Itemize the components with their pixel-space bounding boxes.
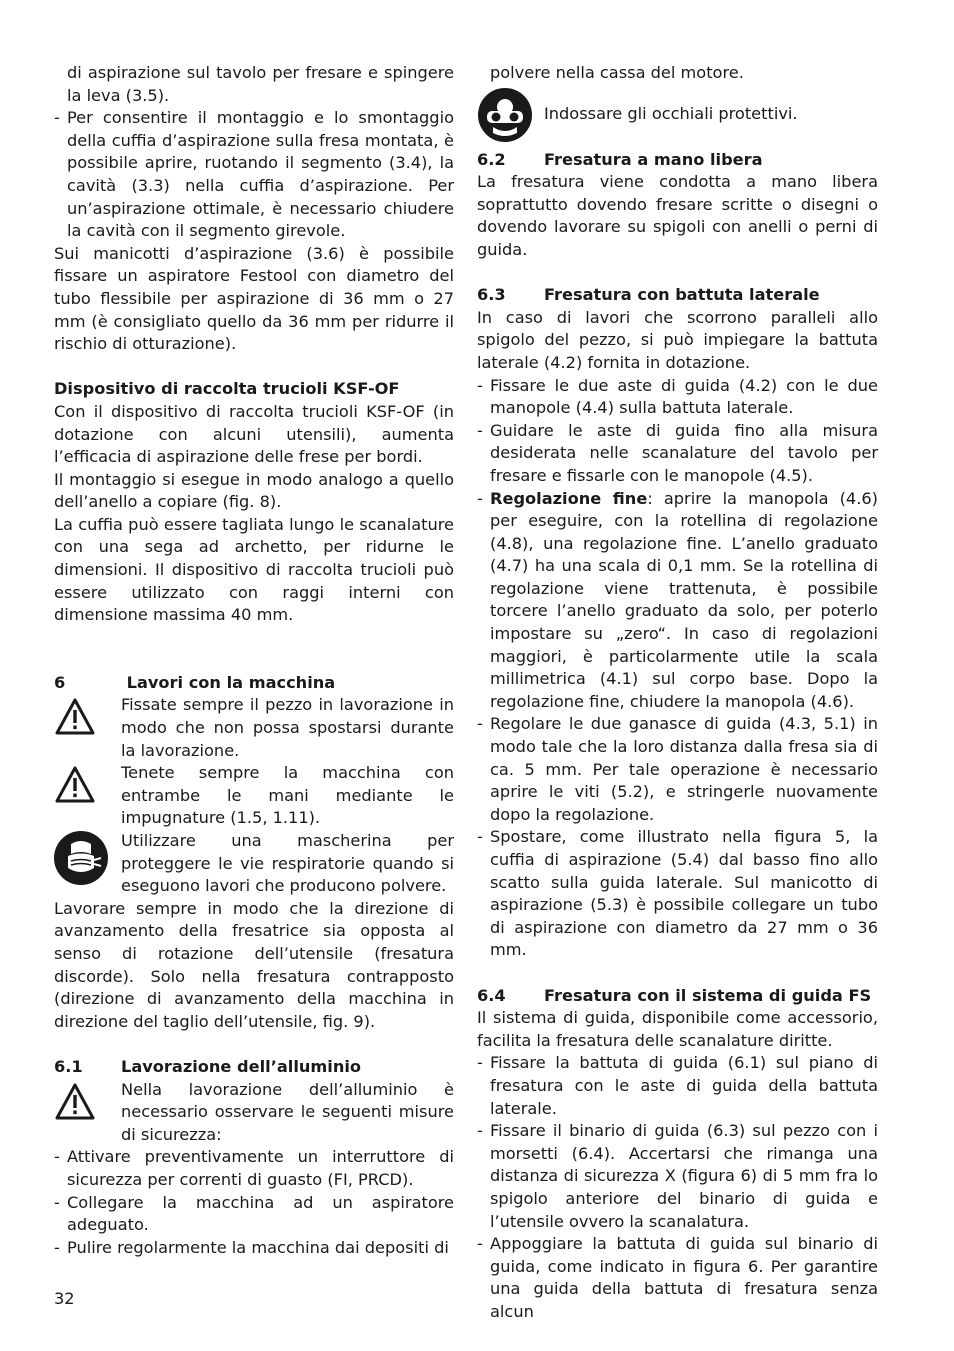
list-item: - Per consentire il montaggio e lo smontaggio della cuffia d’aspirazione sulla fresa montata, è possibile aprire, ruotando il segmento (3.4), la cavità (3.3) nella cuffia d’aspirazione. Per un’aspirazione ottimale, è necessario chiudere la cavità con il segmento girevole. xyxy=(54,108,454,241)
list-item: - Guidare le aste di guida fino alla misura desiderata nelle scanalature del tavolo per fresare e fissarle con le manopole (4.5). xyxy=(477,420,878,485)
list-item: di aspirazione sul tavolo per fresare e spingere la leva (3.5). xyxy=(67,63,454,105)
warning-block: Fissate sempre il pezzo in lavorazione in modo che non possa spostarsi durante la lavorazione. xyxy=(54,694,454,762)
paragraph: Il sistema di guida, disponibile come accessorio, facilita la fresatura delle scanalature diritte. xyxy=(477,1008,878,1050)
section-heading-6-1: 6.1 Lavorazione dell’alluminio xyxy=(54,1056,362,1076)
warning-triangle-icon xyxy=(54,762,121,805)
list-item: - Spostare, come illustrato nella figura 5, la cuffia di aspirazione (5.4) dal basso fino allo scatto sulla guida laterale. Sul manicotto di aspirazione (5.3) è possibile collegare un tubo di aspirazione con diametro da 27 mm o 36 mm. xyxy=(477,827,878,960)
paragraph: Con il dispositivo di raccolta trucioli KSF-OF (in dotazione con alcuni utensili), aumenta l’efficacia di aspirazione delle frese per bordi. xyxy=(54,401,454,467)
right-column xyxy=(477,62,878,1323)
warning-block: Tenete sempre la macchina con entrambe le mani mediante le impugnature (1.5, 1.11). xyxy=(54,762,454,830)
list-item: - Attivare preventivamente un interruttore di sicurezza per correnti di guasto (FI, PRCD). xyxy=(54,1147,454,1189)
paragraph: La fresatura viene condotta a mano libera soprattutto dovendo fresare scritte o disegni o dovendo lavorare su spigoli con anelli o perni di guida. xyxy=(477,172,878,259)
list-item: - Regolare le due ganasce di guida (4.3, 5.1) in modo tale che la loro distanza dalla fresa sia di ca. 5 mm. Per tale operazione è necessario aprire le viti (5.2), e stringerle nuovamente dopo la regolazione. xyxy=(477,714,878,824)
paragraph: Lavorare sempre in modo che la direzione di avanzamento della fresatrice sia opposta al senso di rotazione dell’utensile (fresatura discorde). Solo nella fresatura contrapposto (direzione di avanzamento della macchina in direzione del taglio dell’utensile, fig. 9). xyxy=(54,898,454,1031)
goggles-block: Indossare gli occhiali protettivi. xyxy=(477,87,878,143)
safety-goggles-icon xyxy=(477,87,544,143)
respirator-mask-icon xyxy=(54,830,121,886)
list-item: - Appoggiare la battuta di guida sul binario di guida, come indicato in figura 6. Per garantire una guida della battuta di fresatura senza alcun xyxy=(477,1234,878,1321)
list-item: - Regolazione fine: aprire la manopola (4.6) per eseguire, con la rotellina di regolazione (4.8), una regolazione fine. L’anello graduato (4.7) ha una scala di 0,1 mm. Se la rotellina di regolazione viene trattenuta, è possibile torcere l’anello graduato da solo, per poterlo impostare su „zero“. In caso di regolazioni maggiori, è particolarmente utile la scala millimetrica (4.1) sul corpo base. Dopo la regolazione fine, chiudere la manopola (4.6). xyxy=(477,488,878,711)
list-item: - Pulire regolarmente la macchina dai depositi di xyxy=(54,1237,449,1257)
section-heading-6: 6 Lavori con la macchina xyxy=(54,672,336,692)
left-column xyxy=(54,62,454,1259)
list-item: - Fissare il binario di guida (6.3) sul pezzo con i morsetti (6.4). Accertarsi che rimanga una distanza di sicurezza X (figura 6) di 5 mm fra lo spigolo anteriore del binario di guida e l’utensile ovvero la scanalatura. xyxy=(477,1121,878,1231)
paragraph: In caso di lavori che scorrono paralleli allo spigolo del pezzo, si può impiegare la battuta laterale (4.2) fornita in dotazione. xyxy=(477,307,878,372)
warning-triangle-icon xyxy=(54,694,121,737)
paragraph: La cuffia può essere tagliata lungo le scanalature con una sega ad archetto, per ridurne le dimensioni. Il dispositivo di raccolta trucioli può essere utilizzato con raggi interni con dimensione massima 40 mm. xyxy=(54,514,454,625)
page-number: 32 xyxy=(54,1289,75,1308)
warning-triangle-icon xyxy=(54,1079,121,1122)
section-heading-6-4: 6.4 Fresatura con il sistema di guida FS xyxy=(477,985,872,1005)
list-item: - Collegare la macchina ad un aspiratore adeguato. xyxy=(54,1192,454,1235)
list-item: polvere nella cassa del motore. xyxy=(490,63,744,82)
warning-block: Nella lavorazione dell’alluminio è necessario osservare le seguenti misure di sicurezza: xyxy=(54,1079,454,1147)
paragraph: Il montaggio si esegue in modo analogo a quello dell’anello a copiare (fig. 8). xyxy=(54,469,454,512)
section-heading-6-3: 6.3 Fresatura con battuta laterale xyxy=(477,285,820,305)
list-item: - Fissare le due aste di guida (4.2) con le due manopole (4.4) sulla battuta laterale. xyxy=(477,375,878,418)
section-heading-6-2: 6.2 Fresatura a mano libera xyxy=(477,149,763,169)
section-title: Dispositivo di raccolta trucioli KSF-OF xyxy=(54,379,400,399)
list-item: - Fissare la battuta di guida (6.1) sul piano di fresatura con le aste di guida della battuta laterale. xyxy=(477,1053,878,1118)
warning-block: Utilizzare una mascherina per proteggere le vie respiratorie quando si eseguono lavori che producono polvere. xyxy=(54,830,454,898)
paragraph: Sui manicotti d’aspirazione (3.6) è possibile fissare un aspiratore Festool con diametro del tubo flessibile per aspirazione di 36 mm o 27 mm (è consigliato quello da 36 mm per ridurre il rischio di otturazione). xyxy=(54,243,454,354)
